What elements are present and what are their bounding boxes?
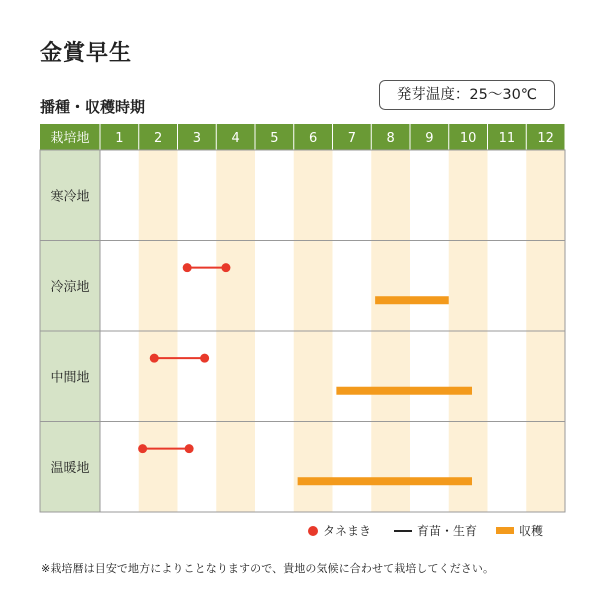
legend-sowing-label: タネまき xyxy=(323,524,372,538)
row-label: 中間地 xyxy=(50,370,90,386)
month-header-10: 10 xyxy=(459,131,477,146)
legend-growing xyxy=(394,522,477,539)
legend-growing-label: 育苗・生育 xyxy=(417,524,478,538)
sowing-point xyxy=(221,263,230,272)
row-label: 温暖地 xyxy=(50,460,90,476)
harvest-bar xyxy=(298,477,472,485)
germination-temp-badge: 発芽温度：25〜30℃ xyxy=(379,80,555,110)
month-header-3: 3 xyxy=(192,131,202,146)
month-header-5: 5 xyxy=(270,131,279,146)
month-header-6: 6 xyxy=(308,131,318,146)
legend-harvest-label: 収穫 xyxy=(519,524,544,538)
harvest-bar-icon xyxy=(496,527,514,534)
growing-line-icon xyxy=(394,530,412,532)
chart-subtitle: 播種・収穫時期 xyxy=(40,98,146,116)
harvest-bar xyxy=(375,296,449,304)
month-header-8: 8 xyxy=(386,131,395,146)
legend-harvest xyxy=(496,522,543,539)
sowing-point xyxy=(150,354,159,363)
sowing-dot-icon xyxy=(308,526,318,536)
header-label: 栽培地 xyxy=(50,131,90,146)
sowing-point xyxy=(138,444,147,453)
row-label: 冷涼地 xyxy=(50,279,90,295)
month-header-7: 7 xyxy=(347,131,357,146)
month-header-1: 1 xyxy=(115,131,124,146)
harvest-bar xyxy=(336,387,472,395)
sowing-point xyxy=(183,263,192,272)
legend-sowing xyxy=(308,522,371,539)
sowing-point xyxy=(185,444,194,453)
month-header-11: 11 xyxy=(498,131,516,146)
sowing-point xyxy=(200,354,209,363)
row-label: 寒冷地 xyxy=(50,189,90,205)
month-header-4: 4 xyxy=(231,131,240,146)
footnote: ※栽培暦は目安で地方によりことなりますので、貴地の気候に合わせて栽培してください。 xyxy=(41,562,495,575)
page-title: 金賞早生 xyxy=(40,41,133,66)
month-header-2: 2 xyxy=(153,131,163,146)
month-header-12: 12 xyxy=(537,131,554,146)
month-header-9: 9 xyxy=(425,131,434,146)
